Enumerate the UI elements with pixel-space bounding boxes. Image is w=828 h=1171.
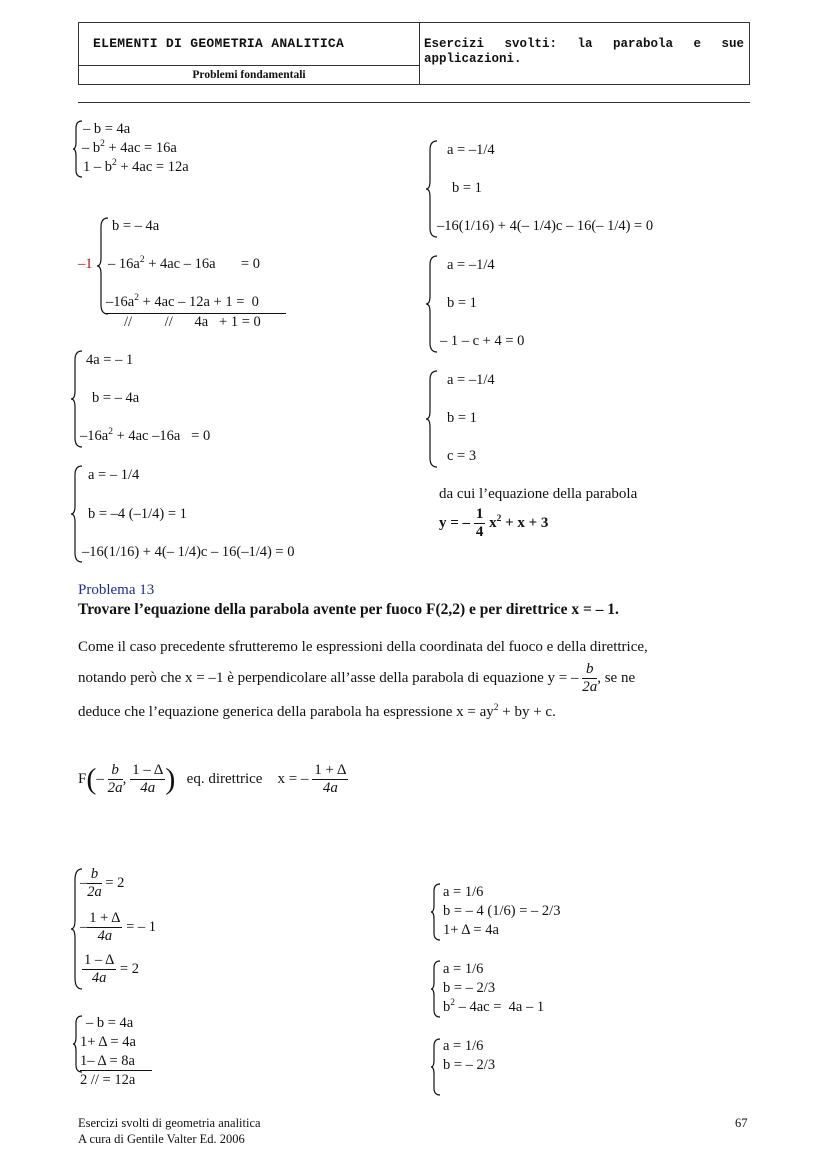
header-divider [419, 23, 420, 84]
math-line: – $b^2 + 4ac = 16a$ [82, 139, 177, 156]
header-rule [79, 65, 419, 66]
math-line: $1 - b^2 + 4ac = 12a$ [83, 158, 189, 175]
math-line: a = –1/4 [447, 257, 495, 273]
math-line: b = – 2/3 [443, 980, 496, 996]
math-line: $\frac{1 - \Delta}{4a}$ = 2 [84, 952, 139, 986]
math-line: b = – 4a [92, 390, 140, 406]
math-line: b = 1 [447, 295, 477, 311]
math-line: 2 // = 12a [80, 1072, 136, 1088]
footer-line: A cura di Gentile Valter Ed. 2006 [78, 1132, 245, 1146]
footer-line: Esercizi svolti di geometria analitica [78, 1116, 261, 1130]
math-line: – 1 – c + 4 = 0 [440, 333, 525, 349]
math-line: – $\frac{1 + \Delta}{4a}$ = – 1 [80, 910, 157, 944]
math-line: a = –1/4 [447, 372, 495, 388]
page-header [78, 22, 750, 85]
math-line: b = 1 [452, 180, 482, 196]
header-subtitle: Problemi fondamentali [192, 69, 306, 81]
math-line: a = – 1/4 [88, 467, 140, 483]
paragraph-line: deduce che l’equazione generica della parabola ha espressione $x = ay^2$ + by + c. [78, 703, 556, 720]
math-line: // // 4a + 1 = 0 [124, 314, 261, 330]
header-title: ELEMENTI DI GEOMETRIA ANALITICA [93, 36, 345, 51]
math-line: $-16a^2 + 4ac - 12a + 1 = 0$ [106, 293, 259, 310]
math-line: 4a = – 1 [86, 352, 134, 368]
math-line: 1+ Δ = 4a [80, 1034, 136, 1050]
paragraph-line: notando però che x = –1 è perpendicolare all’asse della parabola di equazione y = – $\frac{b}{2a}$ , se ne [78, 661, 636, 695]
sum-rule [80, 1070, 152, 1071]
header-section: Esercizi svolti: la parabola e sue applicazioni. [424, 37, 744, 66]
header-underline [78, 102, 750, 103]
math-line: b = 1 [447, 410, 477, 426]
math-line: 1+ Δ = 4a [443, 922, 499, 938]
brace [425, 255, 439, 353]
math-line: $b^2 - 4ac = 4a - 1$ [443, 998, 545, 1015]
conclusion-text: da cui l’equazione della parabola [439, 486, 638, 502]
focus-formula: F(– $\frac{b}{2a}$ , $\frac{1 - \Delta}{4a}$ ) eq. direttrice x = – $\frac{1 + \Delta}{4a}$ [78, 762, 347, 796]
brace [430, 883, 442, 941]
brace [425, 370, 439, 468]
math-line: – $16a^2 + 4ac - 16a$ = 0 [108, 255, 260, 272]
math-line: a = 1/6 [443, 961, 484, 977]
math-line: $-16a^2 + 4ac$ –16a = 0 [80, 427, 211, 444]
math-line: b = – 2/3 [443, 1057, 496, 1073]
math-line: – $\frac{b}{2a}$ = 2 [80, 866, 125, 900]
math-line: b = – 4 (1/6) = – 2/3 [443, 903, 561, 919]
brace [430, 960, 442, 1018]
math-line: a = 1/6 [443, 1038, 484, 1054]
math-line: b = –4 (–1/4) = 1 [88, 506, 187, 522]
multiplier-label: –1 [78, 256, 93, 272]
math-line: c = 3 [447, 448, 477, 464]
problem-title: Trovare l’equazione della parabola avente per fuoco F(2,2) e per direttrice x = – 1. [78, 601, 619, 618]
page-number: 67 [735, 1116, 748, 1130]
math-line: – b = 4a [83, 121, 131, 137]
final-equation: y = – $\frac{1}{4}$ $x^2 + x + 3$ [439, 506, 549, 540]
math-line: b = – 4a [112, 218, 160, 234]
math-line: a = –1/4 [447, 142, 495, 158]
math-line: a = 1/6 [443, 884, 484, 900]
math-line: 1– Δ = 8a [80, 1053, 135, 1069]
paragraph-line: Come il caso precedente sfrutteremo le espressioni della coordinata del fuoco e della direttrice, [78, 639, 648, 655]
math-line: –16(1/16) + 4(– 1/4)c – 16(– 1/4) = 0 [437, 218, 654, 234]
brace [430, 1038, 442, 1096]
problem-label: Problema 13 [78, 582, 155, 598]
math-line: –16(1/16) + 4(– 1/4)c – 16(–1/4) = 0 [82, 544, 295, 560]
math-line: – b = 4a [86, 1015, 134, 1031]
